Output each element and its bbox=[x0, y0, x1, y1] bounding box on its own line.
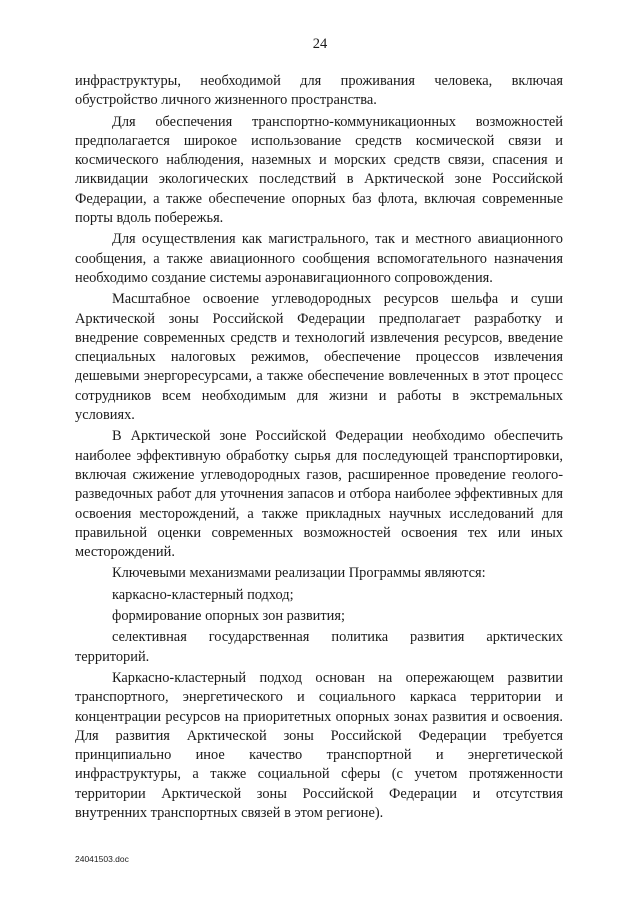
page-number: 24 bbox=[312, 36, 328, 52]
paragraph-communications: Для обеспечения транспортно-коммуникационных возможностей предполагается широкое использование средств космической связи и космического наблюдения, наземных и морских средств связи, спасения и ликвидации экологических последствий в Арктической зоне Российской Федерации, а также обеспечение опорных баз флота, включая современные порты вдоль побережья. bbox=[75, 113, 563, 227]
paragraph-hydrocarbons: Масштабное освоение углеводородных ресурсов шельфа и суши Арктической зоны Российской Федерации предполагает разработку и внедрение современных средств и технологий извлечения ресурсов, введение специальных налоговых режимов, обеспечение процессов извлечения дешевыми энергоресурсами, а также обеспечение вовлеченных в этот процесс сотрудников всем необходимым для жизни и работы в экстремальных условиях. bbox=[75, 291, 563, 424]
paragraph-processing: В Арктической зоне Российской Федерации необходимо обеспечить наиболее эффективную обработку сырья для последующей транспортировки, включая сжижение углеводородных газов, расширенное проведение геолого-разведочных работ для уточнения запасов и отбора наиболее эффективных для освоения месторождений, а также прикладных научных исследований для правильной оценки современных возможностей освоения тех или иных месторождений. bbox=[75, 428, 563, 561]
list-item-support-zones: формирование опорных зон развития; bbox=[112, 608, 345, 625]
list-item-selective-policy: селективная государственная политика развития арктических территорий. bbox=[75, 629, 563, 665]
file-name-footer: 24041503.doc bbox=[75, 854, 129, 864]
document-body bbox=[75, 72, 563, 823]
paragraph-cluster-approach: Каркасно-кластерный подход основан на опережающем развитии транспортного, энергетического и социального каркаса территории и концентрации ресурсов на приоритетных опорных зонах развития и освоения. Для развития Арктической зоны Российской Федерации требуется принципиально иное качество транспортной и энергетической инфраструктуры, а также социальной сферы (с учетом протяженности территории Арктической зоны Российской Федерации и отсутствия внутренних транспортных связей в этом регионе). bbox=[75, 669, 563, 821]
paragraph-continuation: инфраструктуры, необходимой для проживания человека, включая обустройство личного жизненного пространства. bbox=[75, 73, 563, 109]
paragraph-aviation: Для осуществления как магистрального, так и местного авиационного сообщения, а также авиационного сообщения вспомогательного назначения необходимо создание системы аэронавигационного сопровождения. bbox=[75, 231, 563, 286]
paragraph-mechanisms-intro: Ключевыми механизмами реализации Программы являются: bbox=[112, 565, 486, 582]
list-item-cluster-approach: каркасно-кластерный подход; bbox=[112, 586, 294, 603]
